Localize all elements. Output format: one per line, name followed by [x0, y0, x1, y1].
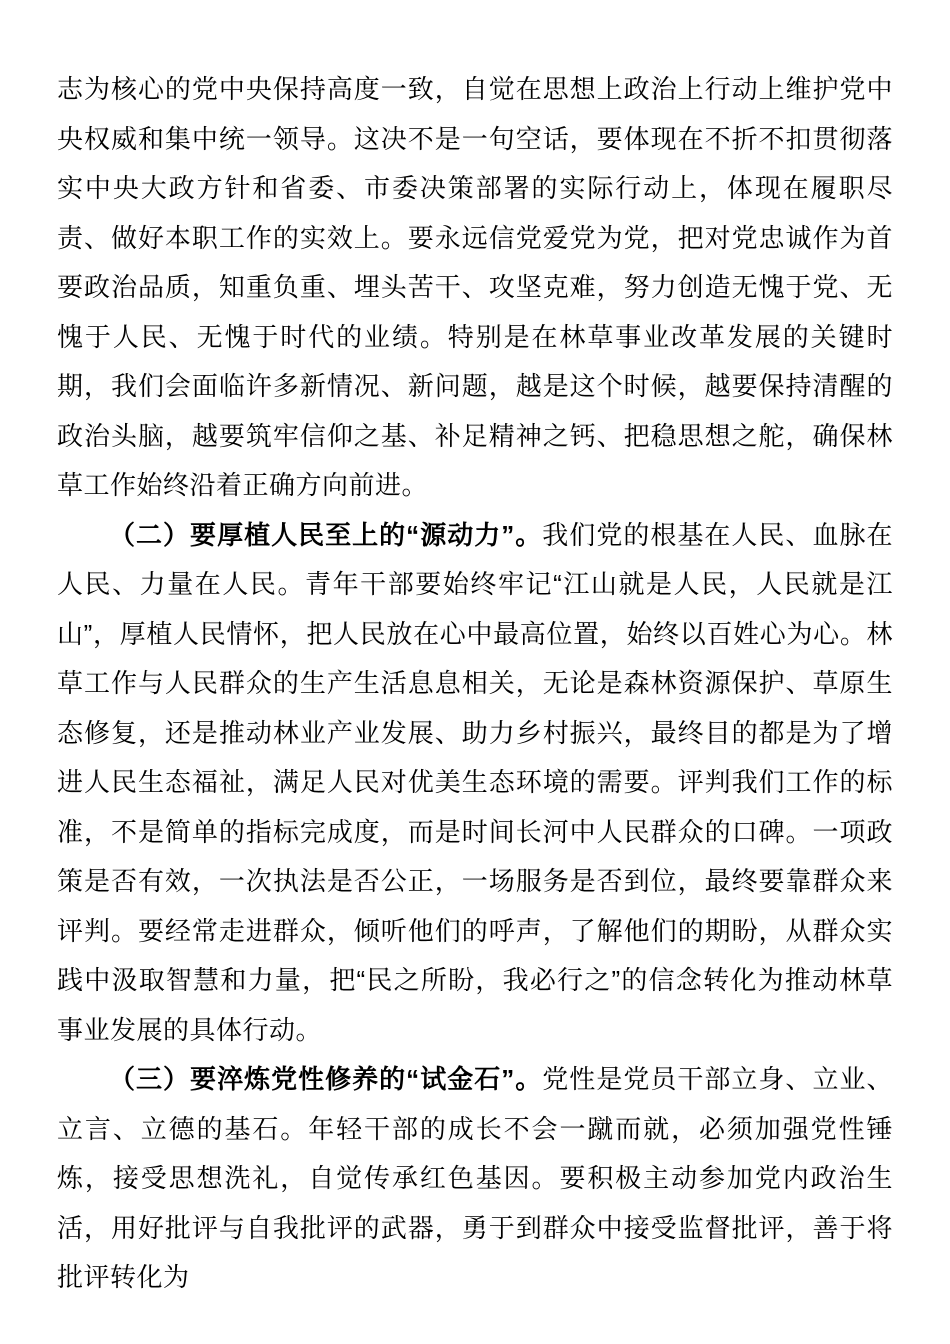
paragraph-2	[57, 511, 893, 1056]
paragraph-1-continuation	[57, 65, 893, 511]
document-body	[57, 65, 893, 1303]
paragraph-2-head: （二）要厚植人民至上的“源动力”。	[109, 519, 543, 550]
paragraph-3	[57, 1055, 893, 1303]
paragraph-2-text: 我们党的根基在人民、血脉在人民、力量在人民。青年干部要始终牢记“江山就是人民，人民就是江山”，厚植人民情怀，把人民放在心中最高位置，始终以百姓心为心。林草工作与人民群众的生产生活息息相关，无论是森林资源保护、草原生态修复，还是推动林业产业发展、助力乡村振兴，最终目的都是为了增进人民生态福祉，满足人民对优美生态环境的需要。评判我们工作的标准，不是简单的指标完成度，而是时间长河中人民群众的口碑。一项政策是否有效，一次执法是否公正，一场服务是否到位，最终要靠群众来评判。要经常走进群众，倾听他们的呼声，了解他们的期盼，从群众实践中汲取智慧和力量，把“民之所盼，我必行之”的信念转化为推动林草事业发展的具体行动。	[57, 519, 893, 1045]
paragraph-3-head: （三）要淬炼党性修养的“试金石”。	[109, 1064, 543, 1094]
paragraph-1-text: 志为核心的党中央保持高度一致，自觉在思想上政治上行动上维护党中央权威和集中统一领导。这决不是一句空话，要体现在不折不扣贯彻落实中央大政方针和省委、市委决策部署的实际行动上，体现在履职尽责、做好本职工作的实效上。要永远信党爱党为党，把对党忠诚作为首要政治品质，知重负重、埋头苦干、攻坚克难，努力创造无愧于党、无愧于人民、无愧于时代的业绩。特别是在林草事业改革发展的关键时期，我们会面临许多新情况、新问题，越是这个时候，越要保持清醒的政治头脑，越要筑牢信仰之基、补足精神之钙、把稳思想之舵，确保林草工作始终沿着正确方向前进。	[57, 74, 893, 500]
paragraph-3-text: 党性是党员干部立身、立业、立言、立德的基石。年轻干部的成长不会一蹴而就，必须加强党性锤炼，接受思想洗礼，自觉传承红色基因。要积极主动参加党内政治生活，用好批评与自我批评的武器，勇于到群众中接受监督批评，善于将批评转化为	[57, 1064, 893, 1292]
